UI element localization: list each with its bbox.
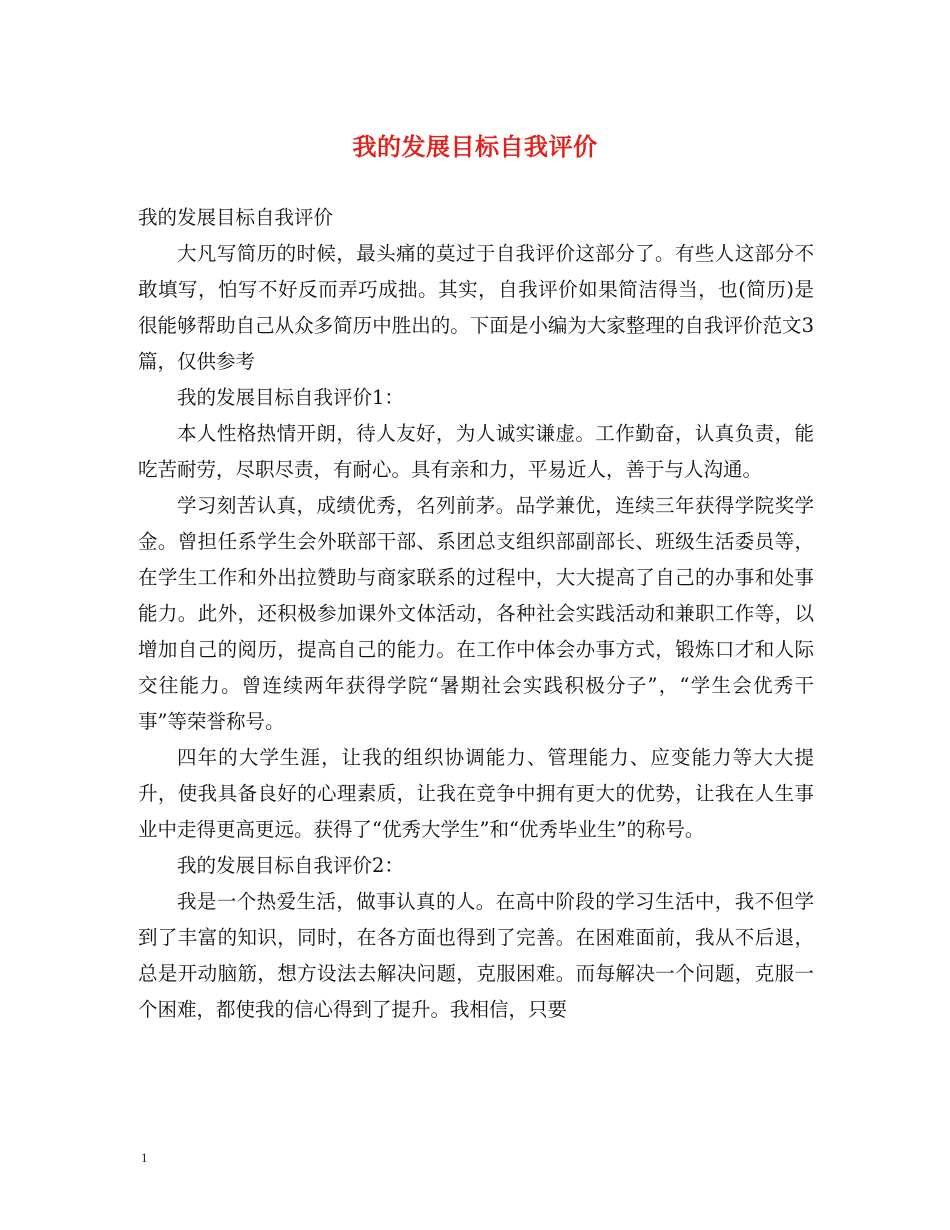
section-heading-1: 我的发展目标自我评价1：: [177, 386, 404, 409]
section-heading-2: 我的发展目标自我评价2：: [177, 854, 404, 877]
document-body: [138, 200, 814, 1028]
document-title: 我的发展目标自我评价: [352, 132, 598, 161]
paragraph-heading: 我的发展目标自我评价: [138, 206, 334, 229]
paragraph-intro: 大凡写简历的时候，最头痛的莫过于自我评价这部分了。有些人这部分不敢填写，怕写不好反而弄巧成拙。其实，自我评价如果简洁得当，也(简历)是很能够帮助自己从众多简历中胜出的。下面是小编为大家整理的自我评价范文3篇，仅供参考: [138, 242, 814, 373]
page-number: 1: [141, 1150, 148, 1165]
paragraph-study: 学习刻苦认真，成绩优秀，名列前茅。品学兼优，连续三年获得学院奖学金。曾担任系学生会外联部干部、系团总支组织部副部长、班级生活委员等，在学生工作和外出拉赞助与商家联系的过程中，大大提高了自己的办事和处事能力。此外，还积极参加课外文体活动，各种社会实践活动和兼职工作等，以增加自己的阅历，提高自己的能力。在工作中体会办事方式，锻炼口才和人际交往能力。曾连续两年获得学院“暑期社会实践积极分子”，“学生会优秀干事”等荣誉称号。: [138, 494, 814, 733]
paragraph-university: 四年的大学生涯，让我的组织协调能力、管理能力、应变能力等大大提升，使我具备良好的心理素质，让我在竞争中拥有更大的优势，让我在人生事业中走得更高更远。获得了“优秀大学生”和“优秀毕业生”的称号。: [138, 746, 814, 841]
paragraph-life: 我是一个热爱生活，做事认真的人。在高中阶段的学习生活中，我不但学到了丰富的知识，同时，在各方面也得到了完善。在困难面前，我从不后退，总是开动脑筋，想方设法去解决问题，克服困难。而每解决一个问题，克服一个困难，都使我的信心得到了提升。我相信，只要: [138, 890, 814, 1021]
paragraph-personality: 本人性格热情开朗，待人友好，为人诚实谦虚。工作勤奋，认真负责，能吃苦耐劳，尽职尽责，有耐心。具有亲和力，平易近人，善于与人沟通。: [138, 422, 814, 481]
